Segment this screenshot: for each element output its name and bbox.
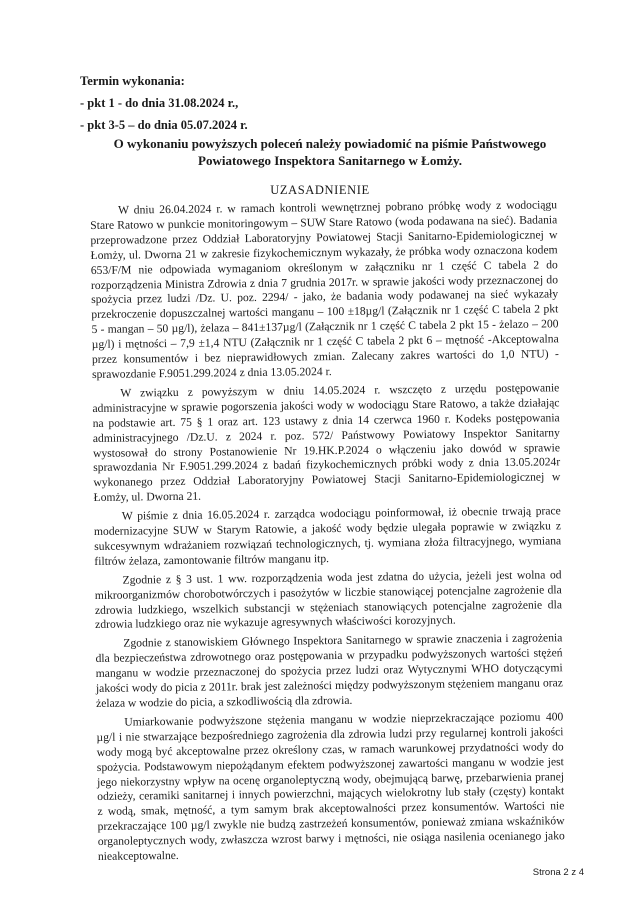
paragraph: Umiarkowanie podwyższone stężenia manganu w wodzie nieprzekraczające poziomu 400 µg/l i nie stwarzające bezpośredniego zagrożenia dla zdrowia ludzi przy regularnej kontroli jakości wody mogą być akceptowalne przez określony czas, w ramach warunkowej przydatności wody do spożycia. Podstawowym niepożądanym efektem podwyższonej zawartości manganu w wodzie jest jego niekorzystny wpływ na ocenę organoleptyczną wody, obejmującą barwę, przebarwienia pranej odzieży, ceramiki sanitarnej i innych powierzchni, mających wielokrotny lub stały (częsty) kontakt z wodą, smak, mętność, a tym samym brak akceptowalności przez konsumentów. Wartości nie przekraczające 100 µg/l zwykle nie budzą zastrzeżeń konsumentów, ponieważ zmiana wskaźników organoleptycznych wody, zwłaszcza wzrost barwy i mętności, nie osiąga nasilenia ocenianego jako nieakceptowalne. [96, 710, 565, 864]
justification-body [90, 198, 565, 869]
paragraph: Zgodnie z § 3 ust. 1 ww. rozporządzenia woda jest zdatna do użycia, jeżeli jest wolna od mikroorganizmów chorobotwórczych i pasożytów w liczbie stanowiącej potencjalne zagrożenie dla zdrowia ludzkiego, wszelkich substancji w stężeniach stanowiących potencjalne zagrożenie dla zdrowia ludzkiego oraz nie wykazuje agresywnych właściwości korozyjnych. [94, 568, 563, 632]
paragraph: W piśmie z dnia 16.05.2024 r. zarządca wodociągu poinformował, iż obecnie trwają prace modernizacyjne SUW w Starym Ratowie, a jakość wody będzie ulegała poprawie w związku z sukcesywnym wdrażaniem rozwiązań technologicznych, tj. wymiana złoża filtracyjnego, wymiana filtrów żelaza, zamontowanie filtrów manganu itp. [93, 504, 562, 568]
notification-instruction: O wykonaniu powyższych poleceń należy powiadomić na piśmie Państwowego Powiatowego Inspektora Sanitarnego w Łomży. [113, 136, 547, 168]
deadline-item: - pkt 3-5 – do dnia 05.07.2024 r. [80, 118, 248, 132]
deadline-title: Termin wykonania: [80, 74, 185, 88]
deadline-block [80, 74, 550, 140]
paragraph: Zgodnie z stanowiskiem Głównego Inspektora Sanitarnego w sprawie znaczenia i zagrożenia dla bezpieczeństwa zdrowotnego oraz postępowania w przypadku podwyższonych wartości stężeń manganu w wodzie przeznaczonej do spożycia przez ludzi oraz Wytycznymi WHO dotyczącymi jakości wody do picia z 2011r. brak jest zależności między podwyższonym stężeniem manganu oraz żelaza w wodzie do picia, a szkodliwością dla zdrowia. [95, 631, 563, 710]
paragraph: W związku z powyższym w dniu 14.05.2024 r. wszczęto z urzędu postępowanie administracyjne w sprawie pogorszenia jakości wody w wodociągu Stare Ratowo, a także działając na podstawie art. 75 § 1 oraz art. 123 ustawy z dnia 14 czerwca 1960 r. Kodeks postępowania administracyjnego /Dz.U. z 2024 r. poz. 572/ Państwowy Powiatowy Inspektor Sanitarny wystosował do strony Postanowienie Nr 19.HK.P.2024 o włączeniu jako dowód w sprawie sprawozdania Nr F.9051.299.2024 z badań fizykochemicznych próbki wody z dnia 13.05.2024r wykonanego przez Oddział Laboratoryjny Powiatowej Stacji Sanitarno-Epidemiologicznej w Łomży, ul. Dworna 21. [92, 381, 561, 505]
deadline-item: - pkt 1 - do dnia 31.08.2024 r., [80, 96, 239, 110]
page-number: Strona 2 z 4 [532, 867, 584, 878]
paragraph: W dniu 26.04.2024 r. w ramach kontroli wewnętrznej pobrano próbkę wody z wodociągu Stare Ratowo w punkcie monitoringowym – SUW Stare Ratowo (woda podawana na sieć). Badania przeprowadzone przez Oddział Laboratoryjny Powiatowej Stacji Sanitarno-Epidemiologicznej w Łomży, ul. Dworna 21 w zakresie fizykochemicznym wykazały, że próbka wody oznaczona kodem 653/F/M nie odpowiada wymaganiom określonym w załączniku nr 1 część C tabela 2 do rozporządzenia Ministra Zdrowia z dnia 7 grudnia 2017r. w sprawie jakości wody przeznaczonej do spożycia przez ludzi /Dz. U. poz. 2294/ - jako, że badania wody podawanej na sieć wykazały przekroczenie dopuszczalnej wartości manganu – 100 ±18µg/l (Załącznik nr 1 część C tabela 2 pkt 5 - mangan – 50 µg/l), żelaza – 841±137µg/l (Załącznik nr 1 część C tabela 2 pkt 15 - żelazo – 200 µg/l) i mętności – 7,9 ±1,4 NTU (Załącznik nr 1 część C tabela 2 pkt 6 – mętność -Akceptowalna przez konsumentów i bez nieprawidłowych zmian. Zalecany zakres wartości do 1,0 NTU) - sprawozdanie F.9051.299.2024 z dnia 13.05.2024 r. [90, 198, 559, 381]
section-heading: UZASADNIENIE [270, 183, 370, 197]
